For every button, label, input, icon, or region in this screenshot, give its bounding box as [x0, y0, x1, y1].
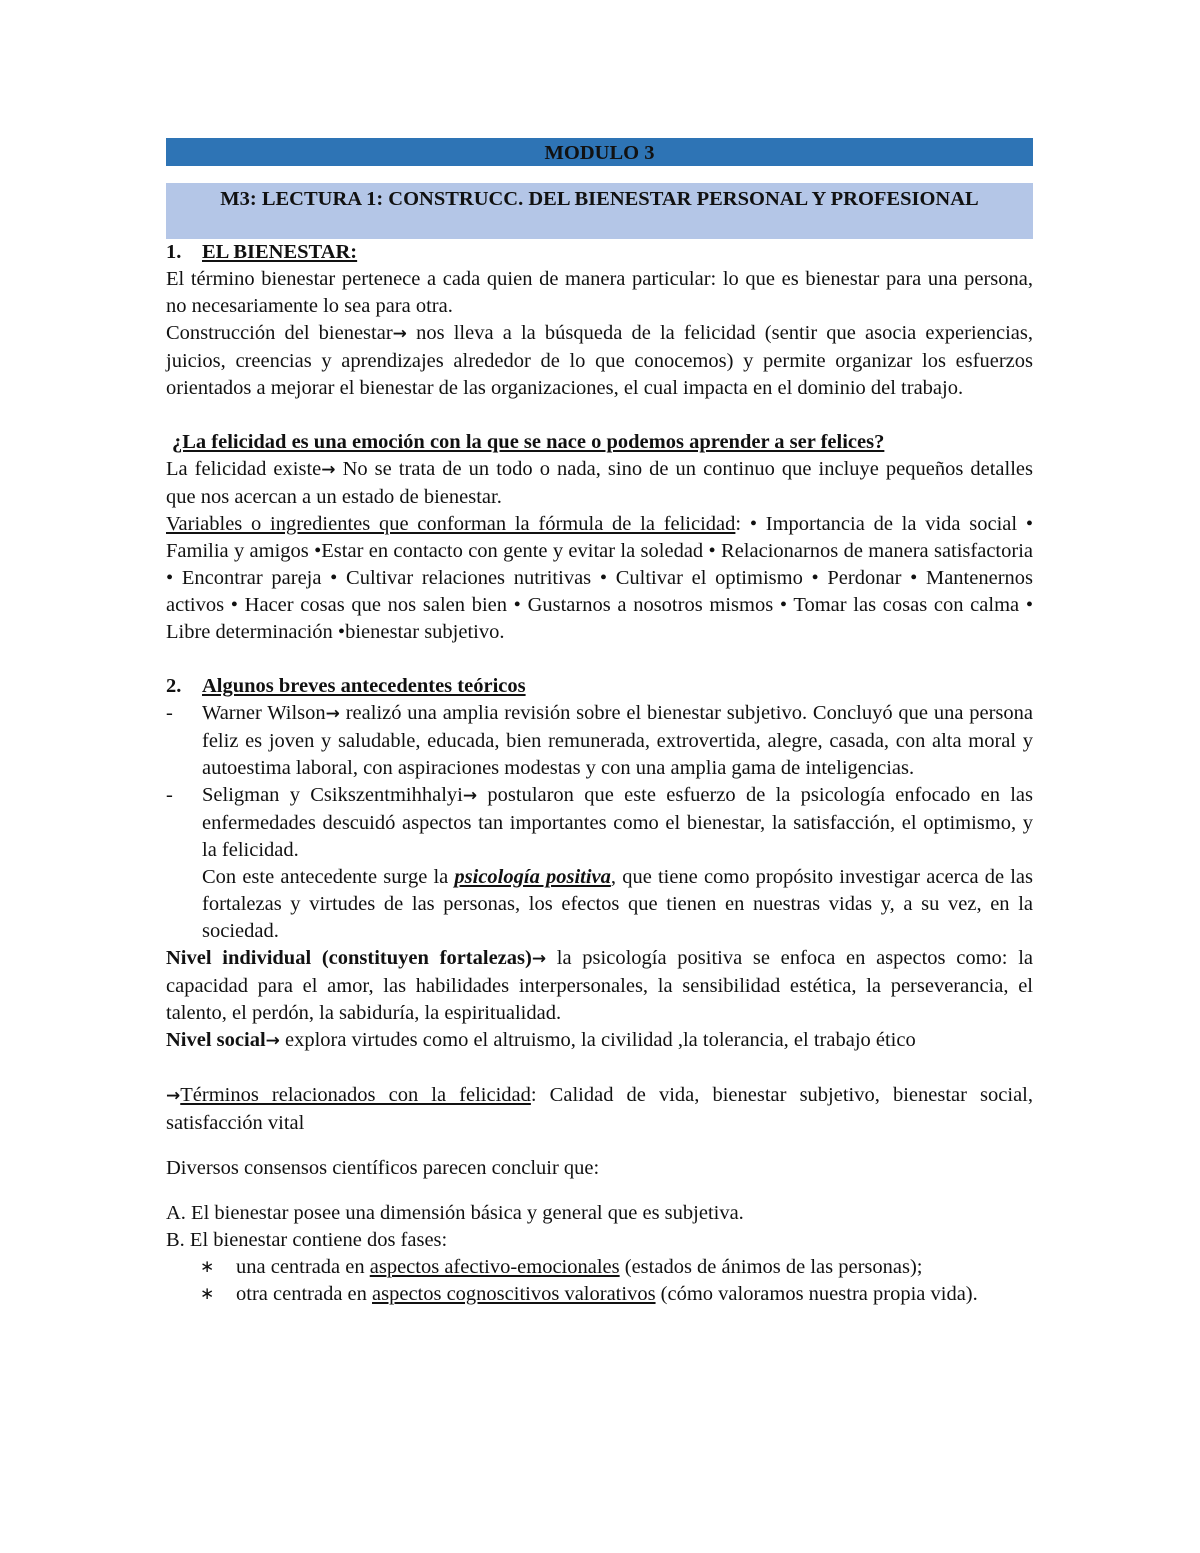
section-2-heading [166, 673, 1033, 700]
happiness-question: ¿La felicidad es una emoción con la que se nace o podemos aprender a ser felices? [172, 431, 885, 453]
consensus-item-a: A. El bienestar posee una dimensión básica y general que es subjetiva. [166, 1202, 744, 1224]
phase-2-post: (cómo valoramos nuestra propia vida). [655, 1283, 978, 1305]
arrow-icon: → [462, 786, 478, 806]
wilson-text: realizó una amplia revisión sobre el bienestar subjetivo. Concluyó que una persona feliz es joven y saludable, educada, bien remunerada, extrovertida, alegre, casada, con alta moral y autoestima laboral, con aspiraciones modestas y con una amplia gama de inteligencias. [202, 702, 1033, 779]
variables-lead: Variables o ingredientes que conforman la fórmula de la felicidad [166, 513, 736, 535]
individual-level-lead: Nivel individual (constituyen fortalezas) [166, 947, 532, 969]
happiness-variables [166, 511, 1033, 646]
consensus-item-b: B. El bienestar contiene dos fases: [166, 1229, 448, 1251]
consensus-intro: Diversos consensos científicos parecen concluir que: [166, 1157, 600, 1179]
happiness-text: No se trata de un todo o nada, sino de un continuo que incluye pequeños detalles que nos acercan a un estado de bienestar. [166, 458, 1033, 508]
happiness-paragraph-1 [166, 456, 1033, 511]
social-level-paragraph [166, 1027, 1033, 1055]
arrow-icon: → [265, 1031, 280, 1051]
positive-psych-intro: Con este antecedente surge la [202, 866, 455, 888]
arrow-icon: → [531, 949, 547, 969]
section-2-number: 2. [166, 675, 182, 697]
individual-level-paragraph [166, 945, 1033, 1027]
individual-level-text: la psicología positiva se enfoca en aspectos como: la capacidad para el amor, las habilidades interpersonales, la sensibilidad estética, la perseverancia, el talento, el perdón, la sabiduría, la espiritualidad. [166, 947, 1033, 1024]
list-item [166, 700, 1033, 782]
asterisk-bullet-icon: ∗ [200, 1284, 215, 1304]
section-1-number: 1. [166, 241, 182, 263]
variables-list: : • Importancia de la vida social • Familia y amigos •Estar en contacto con gente y evitar la soledad • Relacionarnos de manera satisfactoria • Encontrar pareja • Cultivar relaciones nutritivas • Cultivar el optimismo • Perdonar • Mantenernos activos • Hacer cosas que nos salen bien • Gustarnos a nosotros mismos • Tomar las cosas con calma • Libre determinación •bienestar subjetivo. [166, 513, 1033, 643]
phase-1-post: (estados de ánimos de las personas); [619, 1256, 923, 1278]
happiness-lead: La felicidad existe [166, 458, 322, 480]
list-item [166, 1281, 1033, 1308]
arrow-icon: → [321, 460, 336, 480]
social-level-lead: Nivel social [166, 1029, 266, 1051]
asterisk-bullet-icon: ∗ [200, 1257, 215, 1277]
list-item [166, 1254, 1033, 1281]
module-banner: MODULO 3 [166, 138, 1033, 166]
construction-lead: Construcción del bienestar [166, 322, 393, 344]
list-item [166, 782, 1033, 945]
section-1-heading [166, 239, 1033, 266]
related-terms-lead: Términos relacionados con la felicidad [180, 1084, 531, 1106]
reading-title-banner: M3: LECTURA 1: CONSTRUCC. DEL BIENESTAR PERSONAL Y PROFESIONAL [166, 183, 1033, 239]
phase-2-term: aspectos cognoscitivos valorativos [372, 1283, 656, 1305]
related-terms-list: : Calidad de vida, bienestar subjetivo, bienestar social, satisfacción vital [166, 1084, 1033, 1134]
seligman-text: postularon que este esfuerzo de la psicología enfocado en las enfermedades descuidó aspectos tan importantes como el bienestar, la satisfacción, el optimismo, y la felicidad. [202, 784, 1034, 861]
section-1-paragraph-1: El término bienestar pertenece a cada quien de manera particular: lo que es bienestar para una persona, no necesariamente lo sea para otra. [166, 268, 1033, 317]
dash-bullet: - [166, 702, 173, 724]
related-terms-paragraph [166, 1082, 1033, 1137]
arrow-icon: → [325, 704, 340, 724]
document-body [166, 138, 1033, 1308]
construction-text: nos lleva a la búsqueda de la felicidad (sentir que asocia experiencias, juicios, creencias y aprendizajes alrededor de lo que conocemos) y permite organizar los esfuerzos orientados a mejorar el bienestar de las organizaciones, el cual impacta en el dominio del trabajo. [166, 322, 1034, 399]
section-2-title: Algunos breves antecedentes teóricos [202, 675, 526, 697]
phase-1-pre: una centrada en [236, 1256, 370, 1278]
wilson-name: Warner Wilson [202, 702, 326, 724]
positive-psychology-term: psicología positiva [454, 866, 611, 888]
phase-1-term: aspectos afectivo-emocionales [369, 1256, 620, 1278]
social-level-text: explora virtudes como el altruismo, la civilidad ,la tolerancia, el trabajo ético [279, 1029, 916, 1051]
section-1-paragraph-2 [166, 320, 1033, 402]
section-1-title: EL BIENESTAR: [202, 241, 358, 263]
positive-psych-text: , que tiene como propósito investigar acerca de las fortalezas y virtudes de las personas, los efectos que tienen en nuestras vidas y, a su vez, en la sociedad. [202, 866, 1034, 942]
dash-bullet: - [166, 784, 173, 806]
arrow-icon: → [166, 1086, 181, 1106]
seligman-names: Seligman y Csikszentmihhalyi [202, 784, 463, 806]
arrow-icon: → [392, 324, 407, 344]
phase-2-pre: otra centrada en [236, 1283, 373, 1305]
